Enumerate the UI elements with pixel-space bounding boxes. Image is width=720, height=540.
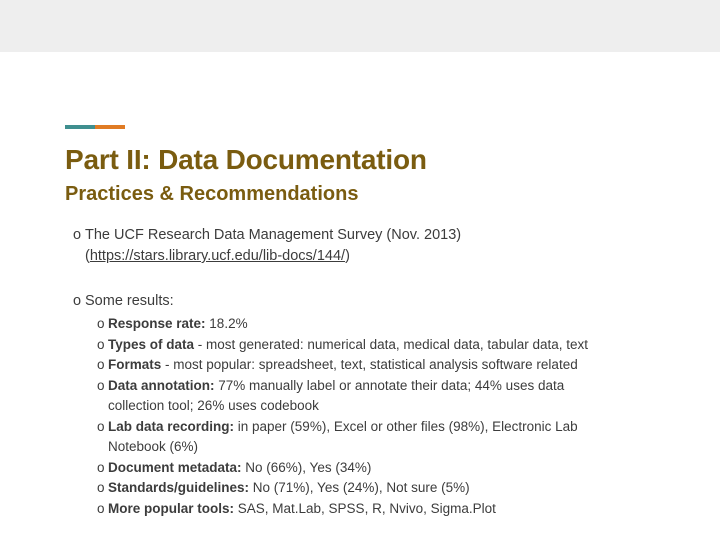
sub-bullet-marker: o [97,500,105,516]
item-value: in paper (59%), Excel or other files (98%), Electronic Lab [234,418,578,434]
list-item-popular-tools [97,499,713,520]
list-item-formats [97,355,713,376]
item-label: More popular tools: [108,500,234,516]
item-label: Formats [108,357,162,372]
results-text: Some results: [85,293,174,309]
paren-open: ( [85,248,90,264]
item-value: - most generated: numerical data, medical data, tabular data, text [194,336,588,352]
accent-bar-teal [65,125,95,129]
item-value: No (66%), Yes (34%) [241,459,372,475]
bullet-marker: o [73,227,82,243]
list-item-response-rate [97,314,713,335]
sub-bullet-marker: o [97,418,105,434]
list-item-standards-guidelines [97,478,713,499]
list-item-data-annotation [97,376,713,397]
top-band [0,0,720,52]
item-label: Lab data recording: [108,418,235,434]
bullet-marker: o [73,293,82,309]
item-label: Standards/guidelines: [108,480,250,495]
survey-text: The UCF Research Data Management Survey (Nov. 2013) [85,227,462,243]
sub-bullet-marker: o [97,377,105,393]
results-list [97,314,713,519]
item-label: Data annotation: [108,377,215,393]
accent-bar-orange [95,125,125,129]
item-value: - most popular: spreadsheet, text, statistical analysis software related [161,357,578,372]
slide-subtitle: Practices & Recommendations [65,183,359,205]
slide-body [73,225,713,519]
survey-link[interactable]: https://stars.library.ucf.edu/lib-docs/144/ [89,248,346,264]
list-item-document-metadata [97,458,713,479]
paren-close: ) [345,248,350,264]
sub-bullet-marker: o [97,357,105,372]
bullet-results [73,291,713,312]
sub-bullet-marker: o [97,316,105,331]
bullet-survey [73,225,713,267]
item-label: Document metadata: [108,459,242,475]
list-item-continuation: collection tool; 26% uses codebook [108,398,319,413]
item-label: Response rate: [108,316,206,331]
sub-bullet-marker: o [97,480,105,495]
item-value: 18.2% [205,316,248,331]
slide-title: Part II: Data Documentation [65,144,427,175]
list-item-types-of-data [97,335,713,356]
list-item-lab-data-recording [97,417,713,438]
accent-bar [65,125,125,129]
item-label: Types of data [108,336,195,352]
item-value: 77% manually label or annotate their data; 44% uses data [214,377,565,393]
list-item-continuation: Notebook (6%) [108,439,199,454]
item-value: SAS, Mat.Lab, SPSS, R, Nvivo, Sigma.Plot [234,500,496,516]
item-value: No (71%), Yes (24%), Not sure (5%) [249,480,470,495]
sub-bullet-marker: o [97,459,105,475]
sub-bullet-marker: o [97,336,105,352]
